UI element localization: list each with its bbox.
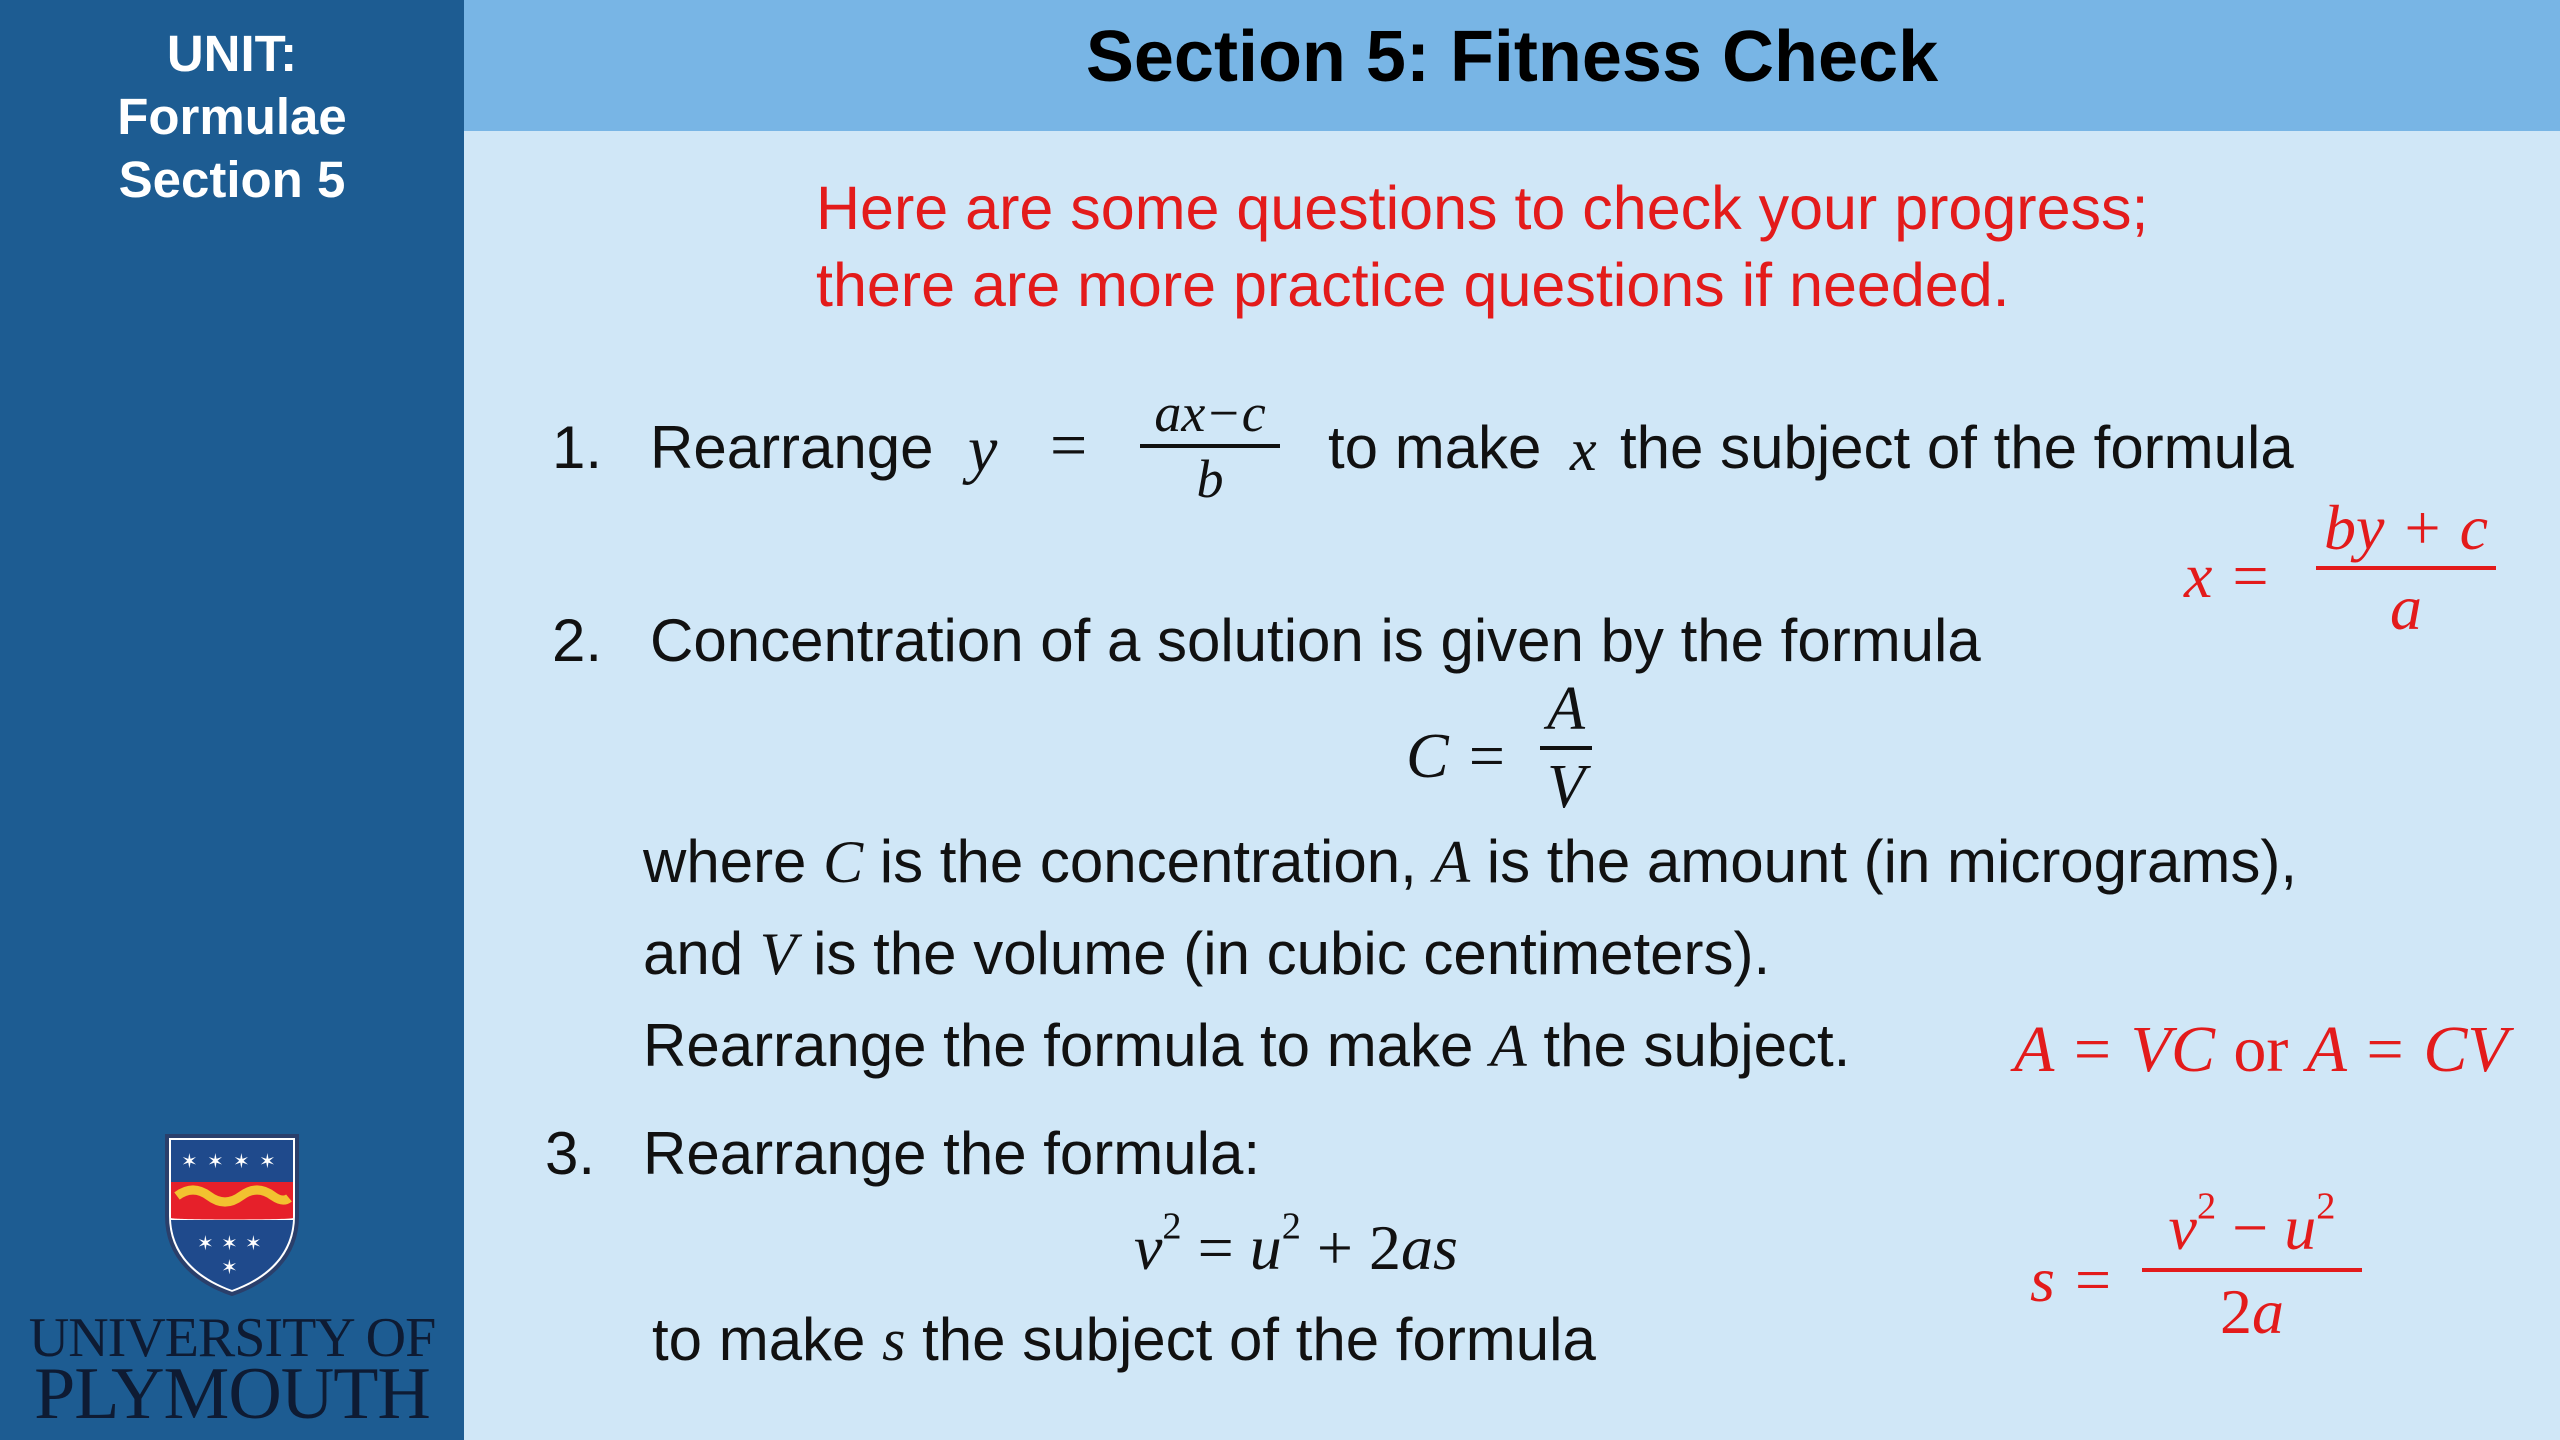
q1-lhs: y: [968, 413, 998, 486]
unit-name: Formulae: [117, 88, 347, 145]
q1-denominator: b: [1196, 449, 1224, 509]
q3-line: [652, 1304, 1596, 1376]
q1-fraction: [1140, 382, 1280, 510]
q2-line1: [643, 826, 2297, 898]
q3-answer-num-v: v: [2168, 1192, 2197, 1263]
q3-formula-exp1: 2: [1162, 1205, 1182, 1248]
logo-line1: UNIVERSITY OF: [28, 1307, 436, 1369]
intro-text: [816, 170, 2148, 324]
q3-t2: the subject of the formula: [922, 1306, 1596, 1373]
q3-var: s: [882, 1307, 906, 1373]
q3-formula-as: as: [1401, 1212, 1458, 1283]
q2-line1-v1: C: [823, 829, 864, 895]
q1-var: x: [1570, 417, 1597, 483]
q3-answer-numerator: [2142, 1185, 2362, 1268]
svg-text:✶: ✶: [221, 1255, 238, 1279]
sidebar: [0, 0, 464, 1440]
q1-text-after: the subject of the formula: [1620, 414, 2294, 481]
q2-answer-part2: A = CV: [2306, 1013, 2508, 1086]
crest-icon: [163, 1132, 301, 1296]
svg-text:✶: ✶: [207, 1149, 224, 1173]
q2-line3: [643, 1010, 1850, 1082]
svg-text:✶: ✶: [245, 1231, 262, 1255]
q3-answer-lhs: s =: [2030, 1244, 2115, 1315]
svg-text:✶: ✶: [181, 1149, 198, 1173]
q2-line3-t1: Rearrange the formula to make: [643, 1012, 1474, 1079]
q3-answer-num-exp1: 2: [2196, 1185, 2217, 1228]
q2-line1-t3: is the amount (in micrograms),: [1486, 828, 2298, 895]
q2-line1-v2: A: [1433, 829, 1471, 895]
q2-line2-t1: and: [643, 920, 744, 987]
q2-formula-fraction: [1540, 672, 1592, 824]
q3-answer-denominator: [2142, 1272, 2362, 1352]
q1-number: 1.: [552, 414, 603, 481]
q1-answer-numerator: by + c: [2324, 492, 2488, 563]
q1-text-before: Rearrange: [650, 414, 934, 481]
university-logo: [0, 1132, 464, 1440]
q3-t1: to make: [652, 1306, 866, 1373]
q2-formula-denominator: V: [1547, 753, 1585, 821]
section-label: Section 5: [118, 151, 346, 208]
q3-formula-rest: + 2: [1300, 1212, 1401, 1283]
q3-answer-fraction: [2142, 1185, 2362, 1352]
q1-answer-lhs: x =: [2184, 540, 2272, 611]
page-title: Section 5: Fitness Check: [1085, 17, 1939, 97]
q2-line2: [643, 918, 1770, 990]
q3-formula-exp2: 2: [1281, 1205, 1301, 1248]
q3-number: 3.: [545, 1120, 596, 1187]
q2-answer-or: or: [2233, 1013, 2289, 1086]
q2-formula-lhs: C =: [1406, 720, 1508, 791]
q3-formula-mid: =: [1181, 1212, 1250, 1283]
q1-text-mid: to make: [1328, 414, 1542, 481]
q1-answer-fraction: [2316, 490, 2496, 646]
q2-number: 2.: [552, 607, 603, 674]
q2-line2-v1: V: [759, 921, 797, 987]
intro-line2: there are more practice questions if needed.: [816, 251, 2010, 319]
q2-answer-part1: A = VC: [2014, 1013, 2215, 1086]
q3-answer-den-num: 2: [2220, 1276, 2252, 1347]
q2-line3-t2: the subject.: [1543, 1012, 1851, 1079]
svg-text:✶: ✶: [221, 1231, 238, 1255]
svg-text:✶: ✶: [233, 1149, 250, 1173]
q2-line1-t1: where: [643, 828, 807, 895]
q1-numerator: ax−c: [1154, 383, 1266, 443]
q3-answer-den-var: a: [2252, 1276, 2284, 1347]
q1-answer-denominator: a: [2390, 572, 2422, 643]
q2-intro: Concentration of a solution is given by the formula: [650, 607, 1981, 674]
svg-text:✶: ✶: [197, 1231, 214, 1255]
q2-line3-v1: A: [1490, 1013, 1527, 1079]
q3-answer-num-u: u: [2284, 1192, 2317, 1263]
q3-intro: Rearrange the formula:: [643, 1120, 1260, 1187]
logo-line2: PLYMOUTH: [34, 1353, 430, 1435]
unit-label: UNIT:: [166, 25, 298, 82]
svg-text:✶: ✶: [259, 1149, 276, 1173]
q2-line1-t2: is the concentration,: [879, 828, 1417, 895]
q3-formula-u: u: [1249, 1212, 1282, 1283]
q3-answer-num-mid: −: [2216, 1192, 2285, 1263]
q1-equals: =: [1050, 409, 1088, 482]
q3-answer-num-exp2: 2: [2316, 1185, 2336, 1228]
q3-formula-v: v: [1134, 1212, 1163, 1283]
header-bar: [464, 0, 2560, 131]
q2-answer: [2014, 1012, 2508, 1086]
q2-line2-t2: is the volume (in cubic centimeters).: [813, 920, 1771, 987]
q2-formula-numerator: A: [1547, 675, 1585, 743]
q3-formula: [1134, 1205, 1458, 1284]
unit-title: [0, 22, 464, 211]
intro-line1: Here are some questions to check your progress;: [816, 174, 2149, 242]
